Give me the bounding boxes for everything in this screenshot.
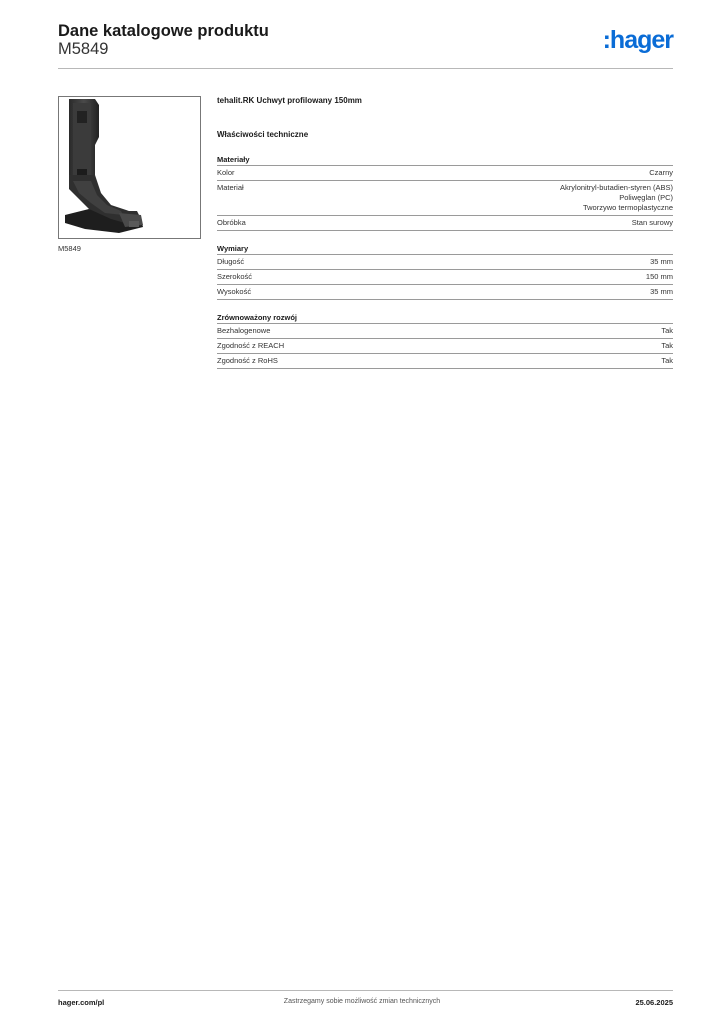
page-header <box>58 20 673 70</box>
spec-row <box>217 354 673 369</box>
product-holder-icon <box>59 97 200 238</box>
spec-value: Tak <box>661 326 673 335</box>
spec-value: Stan surowy <box>631 218 673 227</box>
spec-label: Zgodność z REACH <box>217 341 285 350</box>
spec-label: Bezhalogenowe <box>217 326 271 335</box>
footer-date: 25.06.2025 <box>635 998 673 1007</box>
spec-value: Akrylonitryl-butadien-styren (ABS) <box>560 183 673 192</box>
spec-row <box>217 339 673 354</box>
section-materials-title: Materiały <box>217 154 673 166</box>
spec-value: Tak <box>661 356 673 365</box>
spec-row <box>217 324 673 339</box>
hager-logo: :hager <box>602 26 673 54</box>
header-divider <box>58 68 673 69</box>
spec-row <box>217 181 673 216</box>
product-name: tehalit.RK Uchwyt profilowany 150mm <box>217 96 362 105</box>
spec-label: Szerokość <box>217 272 253 281</box>
spec-label: Kolor <box>217 168 235 177</box>
document-title: Dane katalogowe produktu <box>58 22 269 40</box>
spec-value-list <box>560 183 673 213</box>
spec-value: Tak <box>661 341 673 350</box>
spec-value: Poliwęglan (PC) <box>619 193 673 202</box>
spec-label: Zgodność z RoHS <box>217 356 278 365</box>
spec-value: Tworzywo termoplastyczne <box>582 203 673 212</box>
spec-row <box>217 216 673 231</box>
spec-row <box>217 285 673 300</box>
product-details <box>217 96 673 369</box>
spec-label: Materiał <box>217 183 244 192</box>
footer-divider <box>58 990 673 991</box>
spec-label: Wysokość <box>217 287 252 296</box>
spec-value: 150 mm <box>645 272 673 281</box>
section-sustainability-title: Zrównoważony rozwój <box>217 312 673 324</box>
image-caption: M5849 <box>58 244 81 253</box>
document-code: M5849 <box>58 40 109 58</box>
spec-row <box>217 255 673 270</box>
technical-properties-heading: Właściwości techniczne <box>217 130 309 139</box>
footer-website-link[interactable]: hager.com/pl <box>58 998 105 1007</box>
spec-value: 35 mm <box>650 287 673 296</box>
product-image <box>58 96 201 239</box>
footer-notice: Zastrzegamy sobie możliwość zmian technicznych <box>283 998 441 1005</box>
section-dimensions-title: Wymiary <box>217 243 673 255</box>
spec-value: 35 mm <box>650 257 673 266</box>
spec-row <box>217 270 673 285</box>
spec-row <box>217 166 673 181</box>
spec-label: Obróbka <box>217 218 246 227</box>
spec-value: Czarny <box>649 168 673 177</box>
spec-label: Długość <box>217 257 245 266</box>
